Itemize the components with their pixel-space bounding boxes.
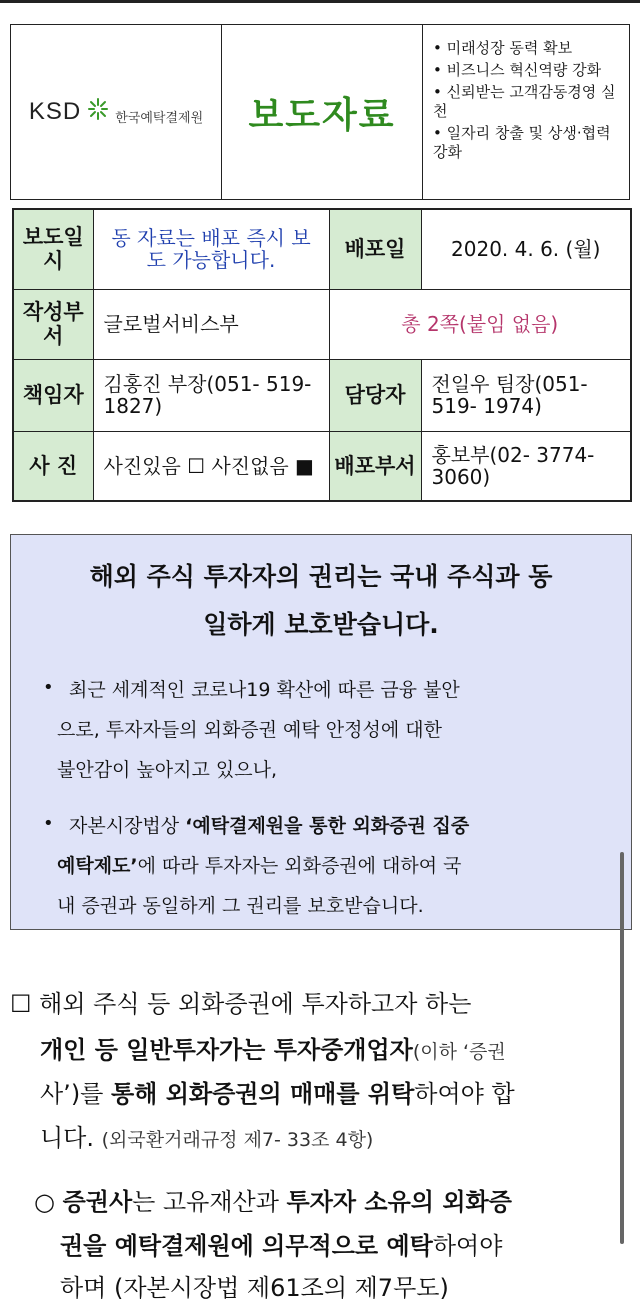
bold-span: 예탁제도’ xyxy=(57,855,138,877)
bullet-2-line-2 xyxy=(57,851,462,878)
text-span: 하여야 합 xyxy=(414,1080,515,1108)
bullet-1-line-1: 최근 세계적인 코로나19 확산에 따른 금융 불안 xyxy=(69,679,460,701)
pr-label: 배포부서 xyxy=(329,431,421,501)
para-1-line-4 xyxy=(40,1118,373,1153)
pr-value: 홍보부(02- 3774- 3060) xyxy=(421,431,631,501)
para-1-line-1: ☐ 해외 주식 등 외화증권에 투자하고자 하는 xyxy=(10,990,472,1018)
release-label: 보도일시 xyxy=(13,209,93,289)
photo-value: 사진있음 ☐ 사진없음 ■ xyxy=(93,431,329,501)
title-cell xyxy=(222,25,423,199)
para-1-line-3 xyxy=(40,1074,515,1109)
slogan-item: • 신뢰받는 고객감동경영 실천 xyxy=(433,83,616,120)
doc-type-title: 보도자료 xyxy=(248,94,396,136)
text-span: 사’)를 xyxy=(40,1080,111,1108)
logo-text: KSD xyxy=(28,98,82,125)
bullet-2-line-1 xyxy=(69,811,469,838)
dept-value: 글로벌서비스부 xyxy=(93,289,329,359)
para-1-line-2 xyxy=(40,1030,506,1065)
slogan-item: • 일자리 창출 및 상생·협력 강화 xyxy=(433,124,611,161)
scrollbar[interactable] xyxy=(620,852,624,1244)
pages-value: 총 2쪽(붙임 없음) xyxy=(329,289,631,359)
bold-span: 권을 예탁결제원에 의무적으로 예탁 xyxy=(60,1232,433,1260)
table-row xyxy=(13,359,631,431)
para-2-line-1 xyxy=(34,1182,512,1217)
table-row xyxy=(13,431,631,501)
text-span: 는 고유재산과 xyxy=(132,1188,287,1216)
dept-label: 작성부서 xyxy=(13,289,93,359)
slogan-item: • 비즈니스 혁신역량 강화 xyxy=(433,61,602,79)
ksd-logo xyxy=(29,97,203,127)
bullet-1-line-3: 불안감이 높아지고 있으나, xyxy=(57,759,278,781)
bullet-2-line-3: 내 증권과 동일하게 그 권리를 보호받습니다. xyxy=(57,895,424,917)
text-span: 자본시장법상 xyxy=(69,815,186,837)
table-row xyxy=(13,209,631,289)
sparkle-icon xyxy=(87,97,109,127)
headline-line-1: 해외 주식 투자자의 권리는 국내 주식과 동 xyxy=(89,562,553,591)
bullet-icon: • xyxy=(43,677,54,698)
logo-cell xyxy=(11,25,222,199)
bold-span: 통해 외화증권의 매매를 위탁 xyxy=(111,1080,415,1108)
bold-span: 개인 등 일반투자가는 투자중개업자 xyxy=(40,1036,413,1064)
headline-line-2: 일하게 보호받습니다. xyxy=(203,610,439,639)
text-span: 니다. xyxy=(40,1124,102,1152)
bold-span: 투자자 소유의 외화증 xyxy=(286,1188,512,1216)
org-name: 한국예탁결제원 xyxy=(115,110,204,126)
manager-label: 책임자 xyxy=(13,359,93,431)
contact-label: 담당자 xyxy=(329,359,421,431)
bullet-1-line-2: 으로, 투자자들의 외화증권 예탁 안정성에 대한 xyxy=(57,719,442,741)
circle-marker: ○ xyxy=(34,1188,63,1216)
bold-span: 증권사 xyxy=(62,1188,133,1216)
slogan-item: • 미래성장 동력 확보 xyxy=(433,39,573,57)
text-span: 하여야 xyxy=(432,1232,503,1260)
para-2-line-2 xyxy=(60,1226,502,1261)
summary-box xyxy=(10,534,632,930)
photo-label: 사 진 xyxy=(13,431,93,501)
bullet-icon: • xyxy=(43,813,54,834)
dist-date-label: 배포일 xyxy=(329,209,421,289)
top-border xyxy=(0,0,640,3)
slogan-list xyxy=(423,25,629,199)
table-row xyxy=(13,289,631,359)
contact-value: 전일우 팀장(051- 519- 1974) xyxy=(421,359,631,431)
text-span: (외국환거래규정 제7- 33조 4항) xyxy=(101,1129,374,1151)
text-span: 에 따라 투자자는 외화증권에 대하여 국 xyxy=(137,855,462,877)
bold-span: ‘예탁결제원을 통한 외화증권 집중 xyxy=(185,815,470,837)
text-span: (이하 ‘증권 xyxy=(412,1041,506,1063)
release-value: 동 자료는 배포 즉시 보도 가능합니다. xyxy=(93,209,329,289)
para-2-line-3: 하며 (자본시장법 제61조의 제7무도) xyxy=(60,1274,449,1302)
manager-value: 김홍진 부장(051- 519- 1827) xyxy=(93,359,329,431)
dist-date-value: 2020. 4. 6. (월) xyxy=(421,209,631,289)
press-header xyxy=(10,24,630,200)
info-table xyxy=(12,208,632,502)
